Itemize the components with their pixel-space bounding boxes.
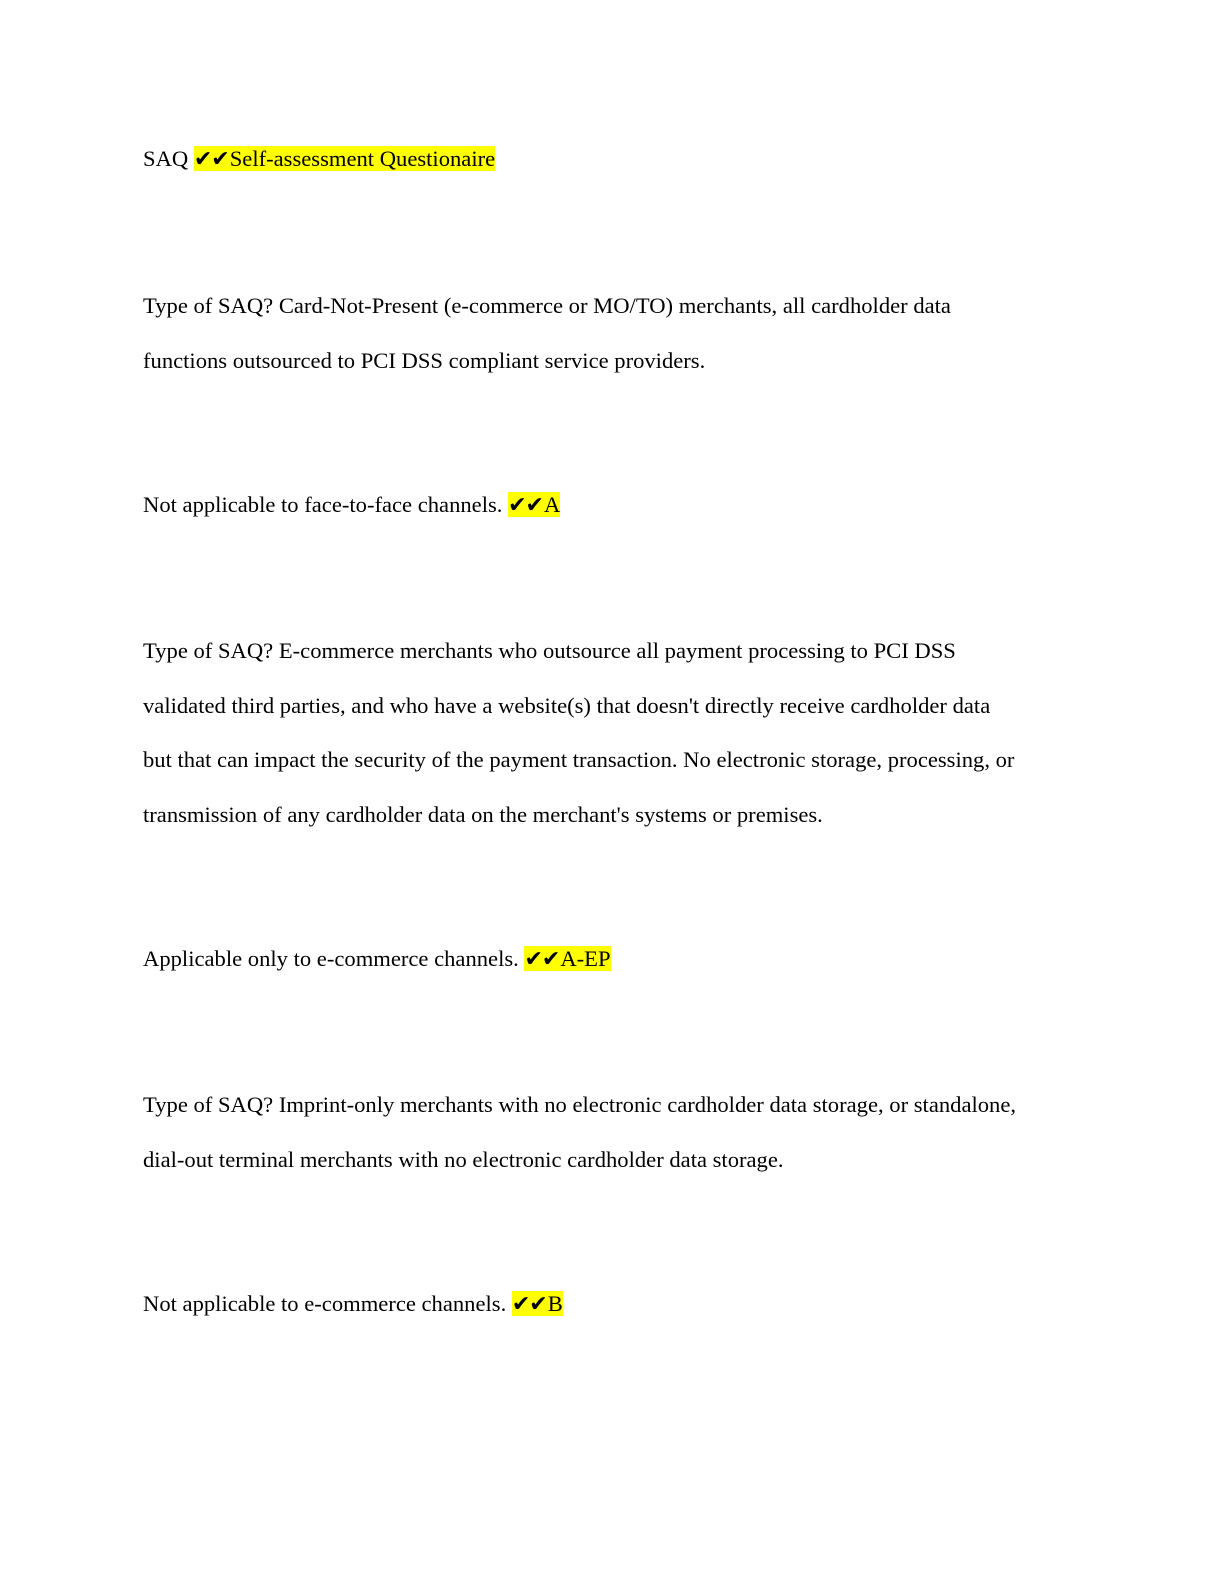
question-line: Type of SAQ? Card-Not-Present (e-commerce or MO/TO) merchants, all cardholder data <box>143 293 951 318</box>
question-paragraph <box>143 279 1083 388</box>
line <box>143 132 1083 188</box>
question-paragraph <box>143 624 1083 842</box>
answer-paragraph <box>143 478 1083 534</box>
highlighted-answer <box>512 1291 563 1316</box>
check-icon: ✔✔ <box>508 493 543 518</box>
question-line: dial-out terminal merchants with no electronic cardholder data storage. <box>143 1146 784 1172</box>
statement-text: Not applicable to face-to-face channels. <box>143 492 509 517</box>
answer-text: A <box>543 492 561 517</box>
check-icon: ✔✔ <box>511 1292 547 1317</box>
question-line: Type of SAQ? Imprint-only merchants with no electronic cardholder data storage, or standalone, <box>143 1092 1017 1117</box>
question-paragraph <box>143 1078 1083 1187</box>
highlighted-answer <box>524 946 610 971</box>
term-text: SAQ <box>143 146 194 171</box>
answer-text: A-EP <box>560 946 611 971</box>
question-line: transmission of any cardholder data on the merchant's systems or premises. <box>143 801 823 827</box>
highlighted-answer <box>194 146 495 171</box>
question-line: but that can impact the security of the payment transaction. No electronic storage, processing, or <box>143 747 1015 772</box>
saq-definition <box>143 132 1083 188</box>
answer-paragraph <box>143 1277 1083 1333</box>
answer-paragraph <box>143 932 1083 988</box>
question-line: validated third parties, and who have a website(s) that doesn't directly receive cardholder data <box>143 692 991 718</box>
line <box>143 1277 1083 1333</box>
line <box>143 932 1083 988</box>
check-icon: ✔✔ <box>193 147 229 172</box>
statement-text: Applicable only to e-commerce channels. <box>143 946 525 971</box>
question-line: Type of SAQ? E-commerce merchants who outsource all payment processing to PCI DSS <box>143 638 956 663</box>
question-line: functions outsourced to PCI DSS compliant service providers. <box>143 347 706 373</box>
answer-text: Self-assessment Questionaire <box>229 146 496 171</box>
check-icon: ✔✔ <box>524 947 560 972</box>
highlighted-answer <box>508 492 560 517</box>
statement-text: Not applicable to e-commerce channels. <box>143 1291 512 1316</box>
line <box>143 478 1083 534</box>
answer-text: B <box>547 1291 563 1316</box>
